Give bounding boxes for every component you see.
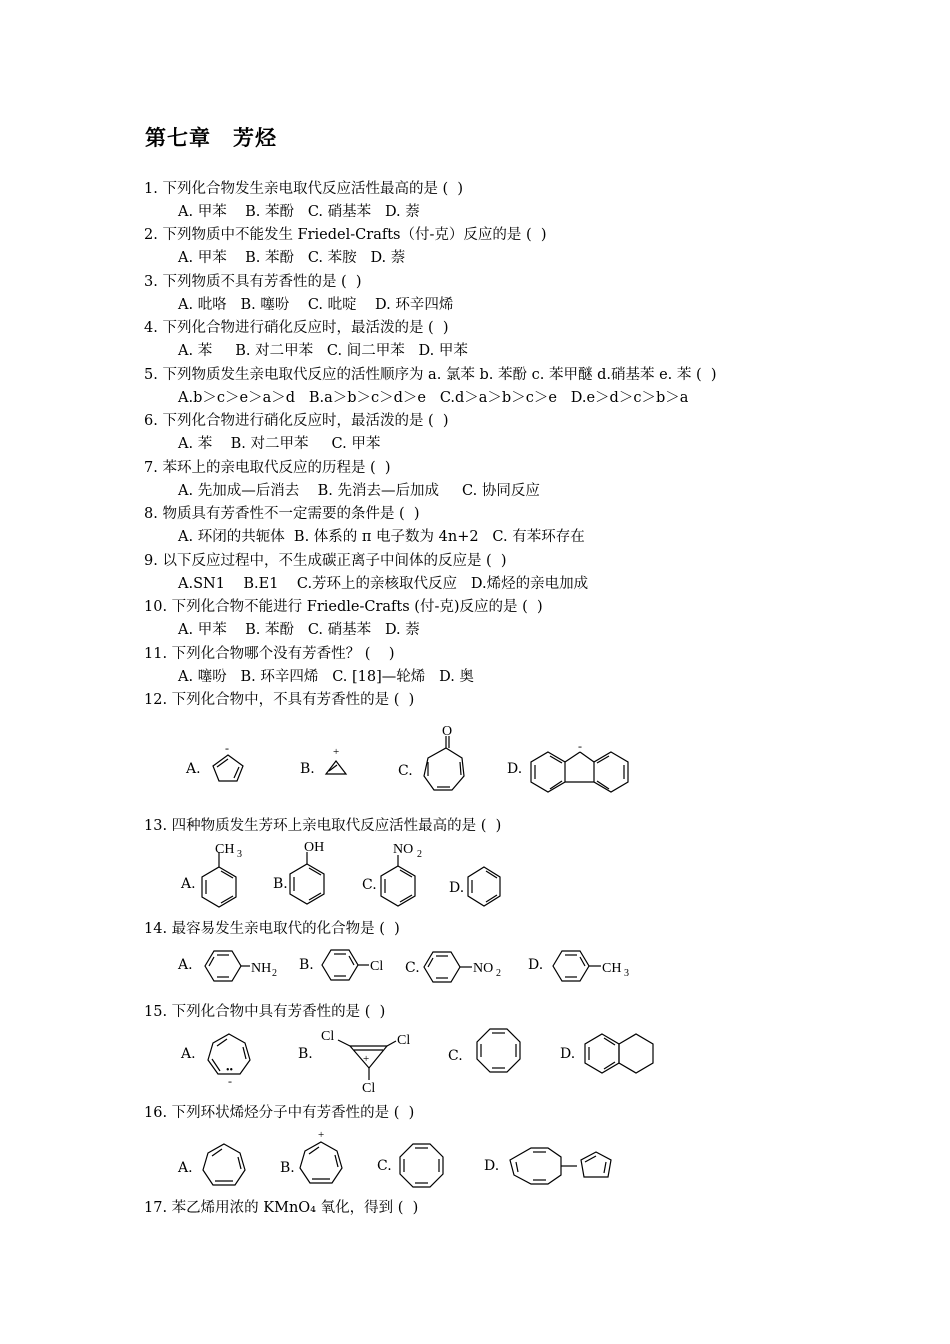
svg-text:2: 2: [272, 968, 277, 979]
question-12: 12. 下列化合物中，不具有芳香性的是 ( ): [144, 692, 415, 708]
svg-text:-: -: [225, 741, 229, 755]
q13a-toluene: [202, 842, 242, 907]
question-13: 13. 四种物质发生芳环上亲电取代反应活性最高的是 ( ): [144, 818, 502, 834]
q16-label-d: D.: [484, 1158, 500, 1174]
q14-label-a: A.: [178, 957, 193, 973]
question-15: 15. 下列化合物中具有芳香性的是 ( ): [144, 1004, 386, 1020]
q16a-cycloheptatriene: [203, 1144, 245, 1185]
q12-label-d: D.: [507, 761, 523, 777]
q15-label-c: C.: [448, 1048, 463, 1064]
question-10-options: A. 甲苯 B. 苯酚 C. 硝基苯 D. 萘: [178, 622, 420, 638]
question-9: 9. 以下反应过程中，不生成碳正离子中间体的反应是 ( ): [144, 553, 507, 569]
q16-label-a: A.: [178, 1160, 193, 1176]
svg-text:OH: OH: [304, 840, 325, 855]
question-11: 11. 下列化合物哪个没有芳香性？ ( ): [144, 646, 395, 662]
question-3: 3. 下列物质不具有芳香性的是 ( ): [144, 274, 362, 290]
q13-label-c: C.: [362, 877, 377, 893]
svg-text:Cl: Cl: [362, 1081, 376, 1096]
question-8: 8. 物质具有芳香性不一定需要的条件是 ( ): [144, 506, 420, 522]
q15a-cycloheptatrienyl-anion: [208, 1034, 250, 1088]
q13-label-d: D.: [449, 880, 465, 896]
svg-text:3: 3: [624, 968, 629, 979]
q15-label-d: D.: [560, 1046, 576, 1062]
q13-label-b: B.: [273, 876, 288, 892]
q16-label-c: C.: [377, 1158, 392, 1174]
q12-label-c: C.: [398, 763, 413, 779]
svg-text:2: 2: [496, 968, 501, 979]
question-1-options: A. 甲苯 B. 苯酚 C. 硝基苯 D. 萘: [178, 204, 420, 220]
question-5: 5. 下列物质发生亲电取代反应的活性顺序为 a. 氯苯 b. 苯酚 c. 苯甲醚 d.硝基苯 e. 苯 ( ): [144, 367, 717, 383]
q12b-cyclopropenyl-cation: [326, 746, 346, 774]
question-4: 4. 下列化合物进行硝化反应时，最活泼的是 ( ): [144, 320, 449, 336]
q13b-phenol: [290, 840, 324, 904]
svg-text:NH: NH: [251, 961, 272, 976]
svg-text:NO: NO: [393, 842, 414, 857]
q13d-benzene: [468, 867, 500, 906]
svg-text:+: +: [318, 1129, 325, 1141]
question-9-options: A.SN1 B.E1 C.芳环上的亲核取代反应 D.烯烃的亲电加成: [178, 576, 589, 592]
question-7-options: A. 先加成—后消去 B. 先消去—后加成 C. 协同反应: [178, 483, 540, 499]
q12c-tropone: [424, 724, 464, 790]
q12-label-a: A.: [186, 761, 201, 777]
question-8-options: A. 环闭的共轭体 B. 体系的 π 电子数为 4n+2 C. 有苯环存在: [178, 529, 585, 545]
svg-text:2: 2: [417, 849, 422, 860]
q12-label-b: B.: [300, 761, 315, 777]
q13-label-a: A.: [181, 876, 196, 892]
q15-label-b: B.: [298, 1046, 313, 1062]
q15-label-a: A.: [181, 1046, 196, 1062]
question-2-options: A. 甲苯 B. 苯酚 C. 苯胺 D. 萘: [178, 250, 406, 266]
svg-text:O: O: [442, 724, 453, 739]
question-6-options: A. 苯 B. 对二甲苯 C. 甲苯: [178, 436, 381, 452]
q14c-nitrobenzene: [424, 952, 501, 982]
question-17: 17. 苯乙烯用浓的 KMnO₄ 氧化，得到 ( ): [144, 1200, 419, 1216]
q16-label-b: B.: [280, 1160, 295, 1176]
question-14: 14. 最容易发生亲电取代的化合物是 ( ): [144, 921, 400, 937]
svg-text:Cl: Cl: [321, 1029, 335, 1044]
svg-text:+: +: [333, 746, 340, 758]
q14d-toluene: [553, 951, 629, 981]
q12a-cyclopentadienyl-anion: [213, 741, 243, 781]
question-10: 10. 下列化合物不能进行 Friedle-Crafts (付-克)反应的是 ( ): [144, 599, 543, 615]
q14-label-b: B.: [299, 957, 314, 973]
svg-text:CH: CH: [215, 842, 235, 857]
question-6: 6. 下列化合物进行硝化反应时，最活泼的是 ( ): [144, 413, 449, 429]
svg-text:-: -: [578, 739, 582, 753]
q14a-aniline: [205, 951, 277, 981]
q14-label-c: C.: [405, 960, 420, 976]
q16b-tropylium-cation: [300, 1129, 342, 1183]
svg-text:NO: NO: [473, 961, 494, 976]
svg-text:CH: CH: [602, 961, 622, 976]
svg-text:Cl: Cl: [370, 959, 384, 974]
question-11-options: A. 噻吩 B. 环辛四烯 C. [18]—轮烯 D. 奥: [178, 669, 474, 685]
q12d-fluorenyl-anion: [531, 739, 628, 792]
question-16: 16. 下列环状烯烃分子中有芳香性的是 ( ): [144, 1105, 415, 1121]
q16d-cycloheptatrienyl-cyclopentadiene: [510, 1148, 611, 1184]
svg-text:Cl: Cl: [397, 1033, 411, 1048]
question-5-options: A.b＞c＞e＞a＞d B.a＞b＞c＞d＞e C.d＞a＞b＞c＞e D.e＞d＞c＞b＞a: [178, 390, 689, 406]
svg-text:••: ••: [226, 1065, 234, 1076]
svg-text:3: 3: [237, 849, 242, 860]
svg-text:-: -: [228, 1074, 232, 1088]
question-1: 1. 下列化合物发生亲电取代反应活性最高的是 ( ): [144, 181, 464, 197]
q14-label-d: D.: [528, 957, 544, 973]
svg-text:+: +: [363, 1053, 370, 1065]
question-4-options: A. 苯 B. 对二甲苯 C. 间二甲苯 D. 甲苯: [178, 343, 468, 359]
question-7: 7. 苯环上的亲电取代反应的历程是 ( ): [144, 460, 391, 476]
q16c-cyclooctatetraene: [400, 1144, 443, 1187]
q13c-nitrobenzene: [381, 842, 422, 906]
chapter-title: 第七章 芳烃: [145, 126, 277, 150]
q15d-dihydronaphthalene: [585, 1034, 653, 1073]
question-2: 2. 下列物质中不能发生 Friedel-Crafts（付-克）反应的是 ( ): [144, 227, 547, 243]
q15b-trichlorocyclopropenyl-cation: [321, 1029, 410, 1096]
question-3-options: A. 吡咯 B. 噻吩 C. 吡啶 D. 环辛四烯: [178, 297, 454, 313]
q15c-cyclooctatetraene: [477, 1029, 520, 1072]
q14b-chlorobenzene: [322, 950, 383, 980]
